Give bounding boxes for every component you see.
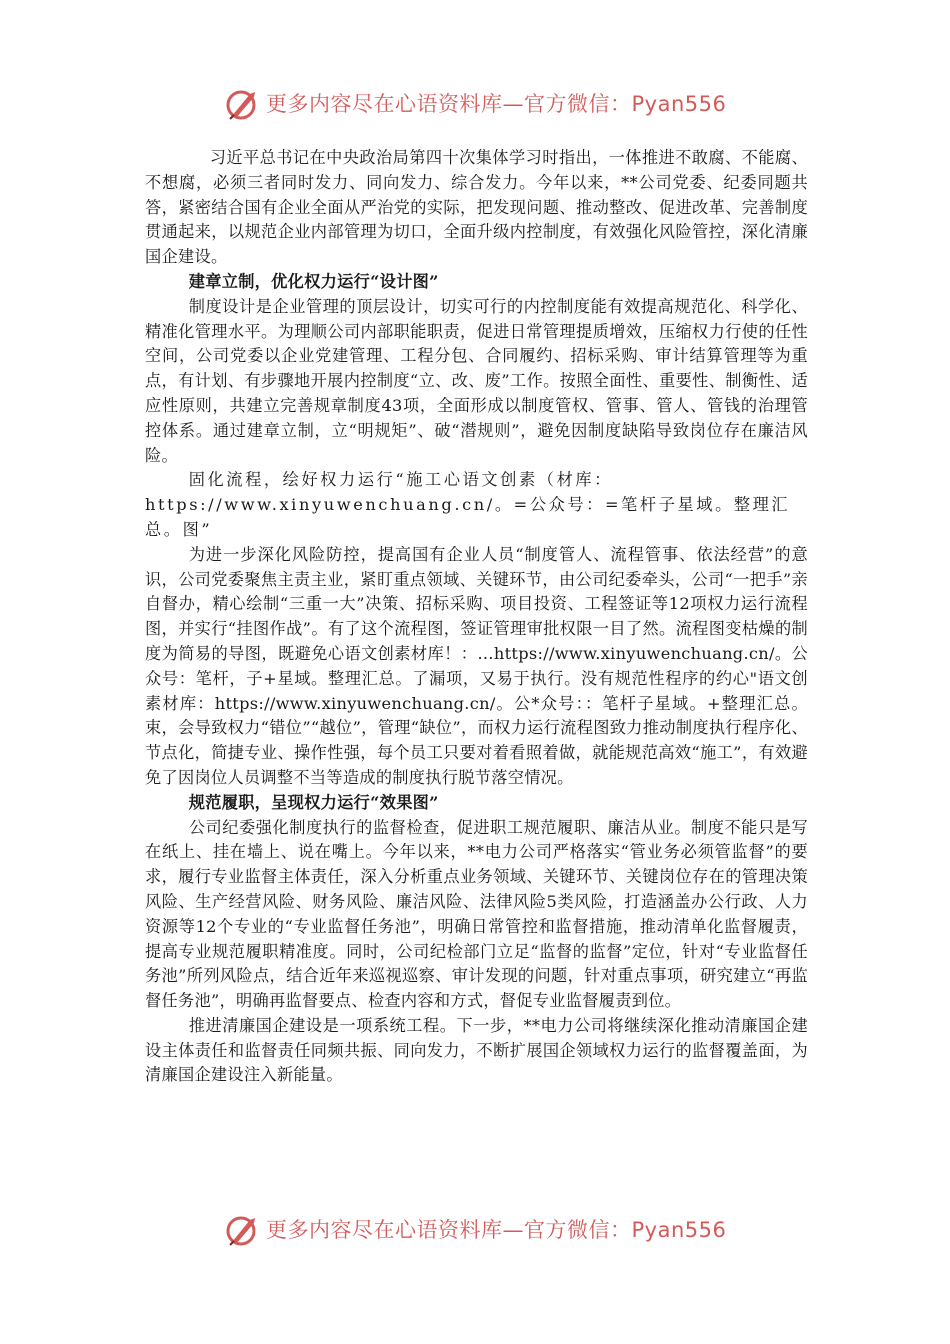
section-body-2: 为进一步深化风险防控，提高国有企业人员“制度管人、流程管事、依法经营”的意识，公司党委聚焦主责主业，紧盯重点领域、关键环节，由公司纪委牵头，公司“一把手”亲自督办，精心绘制“三重一大”决策、招标采购、项目投资、工程签证等12项权力运行流程图，并实行“挂图作战”。有了这个流程图，签证管理审批权限一目了然。流程图变枯燥的制度为简易的导图，既避免心语文创素材库！：…https://www.xinyuwenchuang.cn/。公众号：笔杆，子+星域。整理汇总。了漏项，又易于执行。没有规范性程序的约心"语文创素材库：https://www.xinyuwenchuang.cn/。公*众号：：笔杆子星域。+整理汇总。束，会导致权力“错位”“越位”，管理“缺位”，而权力运行流程图致力推动制度执行程序化、节点化，简捷专业、操作性强，每个员工只要对着看照着做，就能规范高效“施工”，有效避免了因岗位人员调整不当等造成的制度执行脱节落空情况。 (145, 544, 808, 787)
banner-text: 更多内容尽在心语资料库—官方微信：Pyan556 (266, 92, 727, 116)
section-body-1: 制度设计是企业管理的顶层设计，切实可行的内控制度能有效提高规范化、科学化、精准化管理水平。为理顺公司内部职能职责，促进日常管理提质增效，压缩权力行使的任性空间，公司党委以企业党建管理、工程分包、合同履约、招标采购、审计结算管理等为重点，有计划、有步骤地开展内控制度“立、改、废”工作。按照全面性、重要性、制衡性、适应性原则，共建立完善规章制度43项，全面形成以制度管权、管事、管人、管钱的治理管控体系。通过建章立制，立“明规矩”、破“潜规则”，避免因制度缺陷导致岗位存在廉洁风险。 (145, 296, 808, 465)
section-heading-2: 固化流程，绘好权力运行“施工心语文创素（材库：https://www.xinyuwenchuang.cn/。=公众号：=笔杆子星域。整理汇总。图” (145, 470, 791, 539)
section-heading-3: 规范履职，呈现权力运行“效果图” (188, 792, 439, 812)
pen-logo-icon (224, 1212, 264, 1248)
intro-paragraph: 习近平总书记在中央政治局第四十次集体学习时指出，一体推进不敢腐、不能腐、不想腐，必须三者同时发力、同向发力、综合发力。今年以来，**公司党委、纪委同题共答，紧密结合国有企业全面从严治党的实际，把发现问题、推动整改、促进改革、完善制度贯通起来，以规范企业内部管理为切口，全面升级内控制度，有效强化风险管控，深化清廉国企建设。 (145, 148, 808, 267)
conclusion-paragraph: 推进清廉国企建设是一项系统工程。下一步，**电力公司将继续深化推动清廉国企建设主体责任和监督责任同频共振、同向发力，不断扩展国企领域权力运行的监督覆盖面，为清廉国企建设注入新能量。 (145, 1015, 808, 1085)
section-heading-1: 建章立制，优化权力运行“设计图” (188, 271, 439, 291)
footer-banner (0, 1208, 950, 1252)
banner-text: 更多内容尽在心语资料库—官方微信：Pyan556 (266, 1218, 727, 1242)
document-body (145, 146, 808, 1088)
header-banner (0, 82, 950, 126)
pen-logo-icon (224, 86, 264, 122)
section-body-3: 公司纪委强化制度执行的监督检查，促进职工规范履职、廉洁从业。制度不能只是写在纸上、挂在墙上、说在嘴上。今年以来，**电力公司严格落实“管业务必须管监督”的要求，履行专业监督主体责任，深入分析重点业务领域、关键环节、关键岗位存在的管理决策风险、生产经营风险、财务风险、廉洁风险、法律风险5类风险，打造涵盖办公行政、人力资源等12个专业的“专业监督任务池”，明确日常管控和监督措施，推动清单化监督履责，提高专业规范履职精准度。同时，公司纪检部门立足“监督的监督”定位，针对“专业监督任务池”所列风险点，结合近年来巡视巡察、审计发现的问题，针对重点事项，研究建立“再监督任务池”，明确再监督要点、检查内容和方式，督促专业监督履责到位。 (145, 817, 808, 1011)
